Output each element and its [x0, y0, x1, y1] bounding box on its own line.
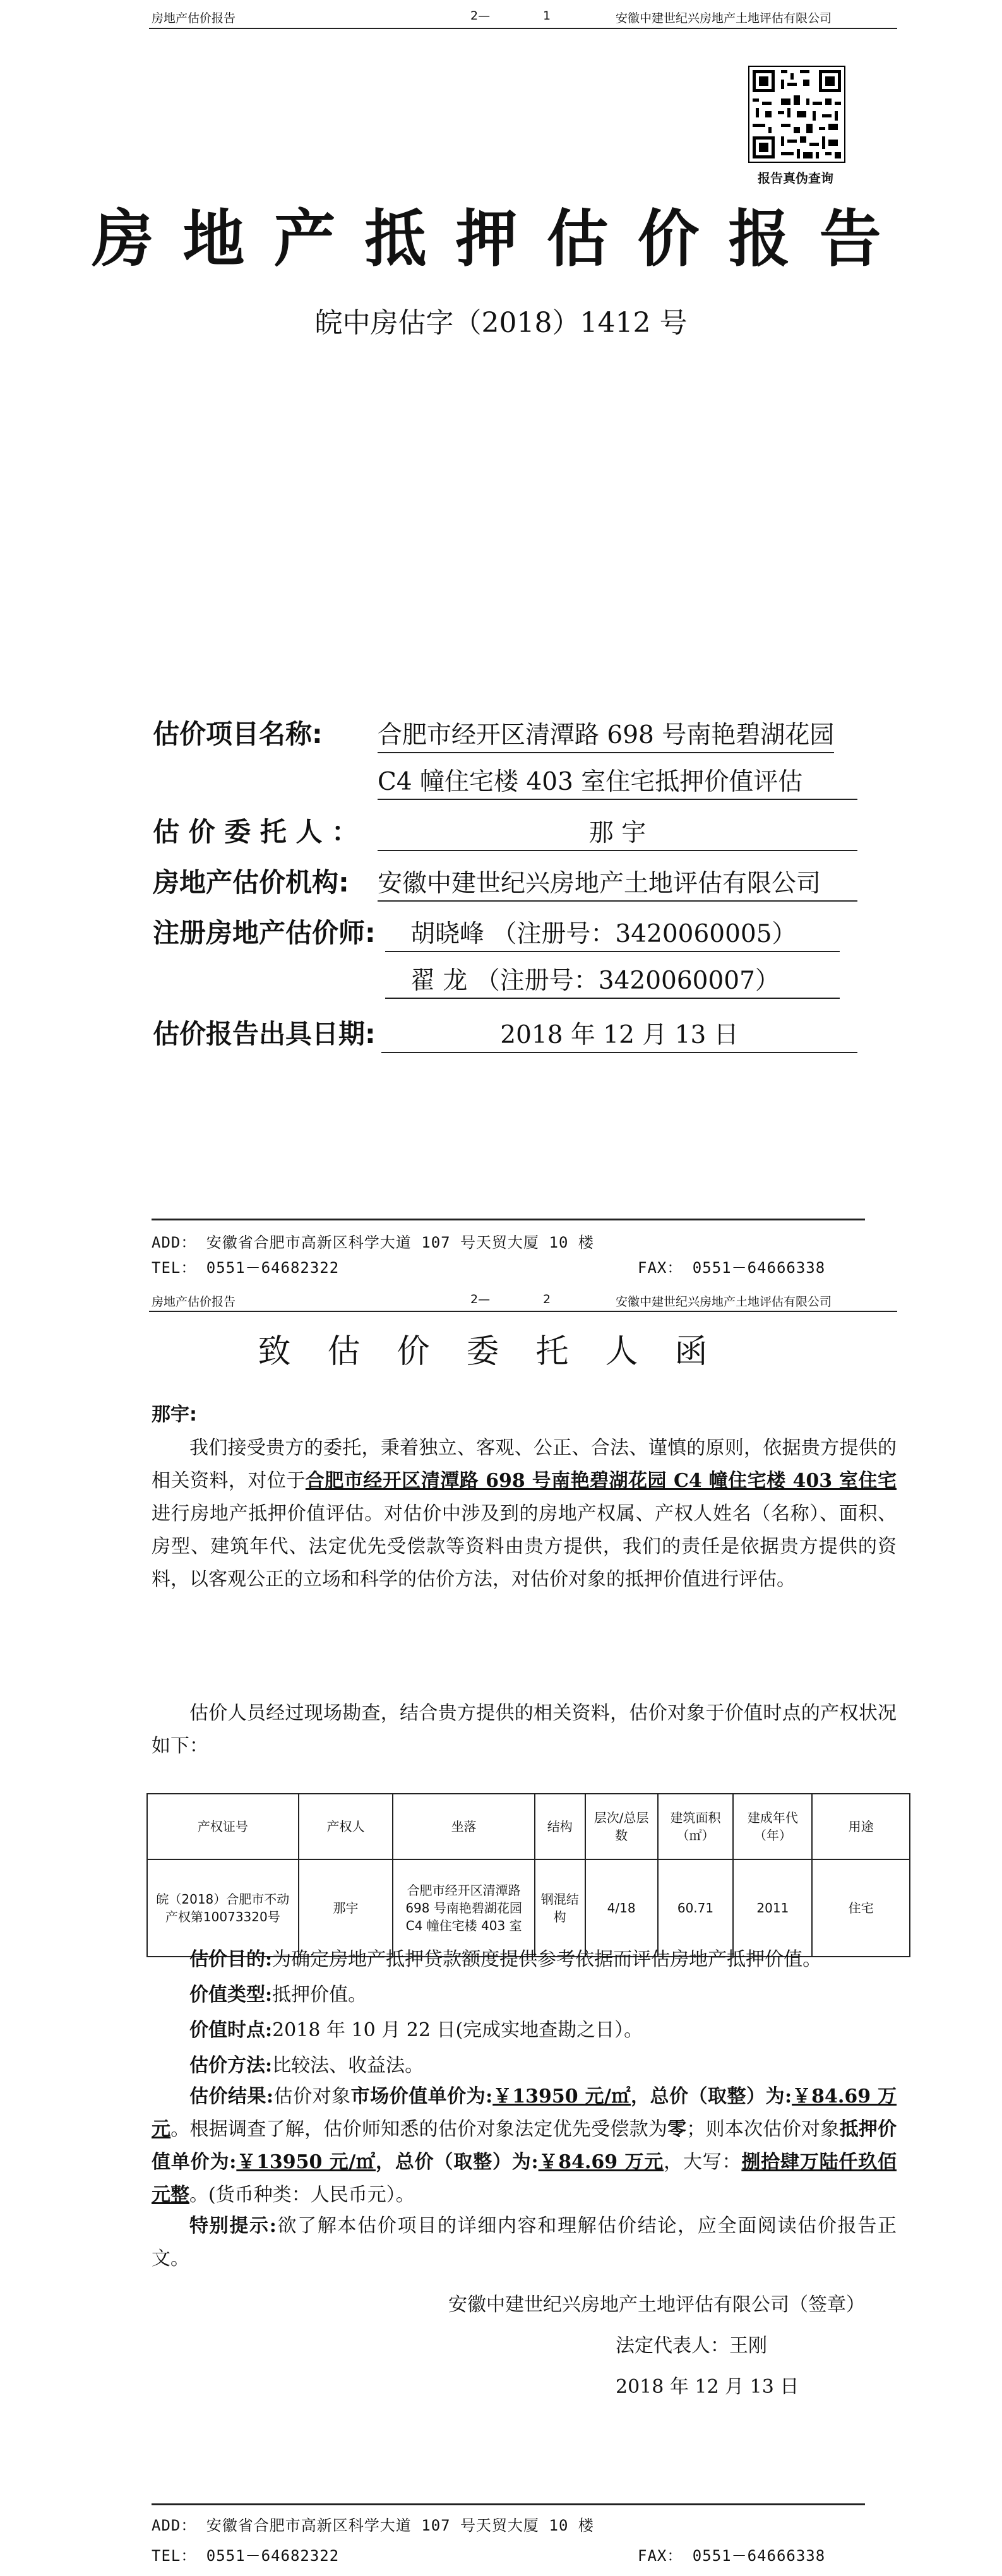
method-label: 估价方法: — [189, 2054, 273, 2077]
purpose-value: 为确定房地产抵押贷款额度提供参考依据而评估房地产抵押价值。 — [272, 1948, 822, 1971]
result-total-label: ，总价（取整）为: — [631, 2085, 792, 2108]
footer-tel: TEL： 0551－64682322 — [152, 2547, 340, 2565]
result-mortgage-unit-price: ￥13950 元/㎡ — [236, 2151, 376, 2173]
method-value: 比较法、收益法。 — [272, 2054, 424, 2077]
report-number: 皖中房估字（2018）1412 号 — [314, 307, 688, 339]
qr-code-icon[interactable] — [748, 66, 845, 163]
project-name-label: 估价项目名称: — [153, 719, 323, 749]
appraiser-2: 翟 龙 （注册号：3420060007） — [385, 961, 840, 999]
purpose-row — [189, 1943, 821, 1971]
appraiser-1: 胡晓峰 （注册号：3420060005） — [385, 914, 840, 952]
table-cell: 60.71 — [658, 1859, 734, 1957]
table-cell: 皖（2018）合肥市不动产权第10073320号 — [147, 1859, 299, 1957]
result-amount-in-words: 捌拾肆万陆仟玖佰元整 — [152, 2151, 897, 2206]
footer-rule — [152, 2503, 865, 2505]
client-label: 估 价 委 托 人 ： — [153, 816, 359, 847]
table-row — [147, 1859, 910, 1957]
result-mortgage-label: 抵押价值单价为: — [152, 2118, 897, 2173]
table-header-cell: 用途 — [812, 1794, 910, 1859]
signature-company: 安徽中建世纪兴房地产土地评估有限公司（签章） — [448, 2294, 865, 2316]
signature-date: 2018 年 12 月 13 日 — [616, 2376, 799, 2398]
header-rule — [149, 28, 897, 29]
paragraph-survey: 估价人员经过现场勘查，结合贵方提供的相关资料，估价对象于价值时点的产权状况如下： — [152, 1702, 897, 1757]
purpose-label: 估价目的: — [189, 1948, 273, 1971]
result-market-total: ￥84.69 万元 — [152, 2085, 897, 2140]
result-text: 估价对象 — [273, 2085, 351, 2108]
value-date-value: 2018 年 10 月 22 日(完成实地查勘之日）。 — [272, 2019, 643, 2041]
footer-fax: FAX： 0551－64666338 — [638, 1259, 826, 1277]
table-header-cell: 建成年代（年） — [733, 1794, 812, 1859]
footer-fax: FAX： 0551－64666338 — [638, 2547, 826, 2565]
table-header-cell: 建筑面积（㎡） — [658, 1794, 734, 1859]
para1-property-address: 合肥市经开区清潭路 698 号南艳碧湖花园 C4 幢住宅楼 403 室住宅 — [305, 1470, 897, 1492]
result-total-label: ，总价（取整）为: — [376, 2151, 539, 2173]
running-header-left: 房地产估价报告 — [152, 1295, 236, 1309]
running-header-left: 房地产估价报告 — [152, 11, 236, 25]
table-header-cell: 层次/总层数 — [585, 1794, 658, 1859]
table-header-cell: 结构 — [535, 1794, 585, 1859]
value-type-value: 抵押价值。 — [272, 1984, 367, 2006]
value-date-row — [189, 2014, 643, 2042]
result-market-unit-price: ￥13950 元/㎡ — [492, 2085, 631, 2108]
result-text: ；则本次估价对象 — [686, 2118, 840, 2140]
property-rights-table — [146, 1793, 910, 1957]
signature-representative: 法定代表人：王刚 — [616, 2335, 767, 2357]
result-paragraph — [152, 2080, 897, 2212]
result-priority-claim: 零 — [667, 2118, 687, 2140]
result-text: ，大写： — [664, 2151, 742, 2173]
result-text: 。(货币种类：人民币元）。 — [189, 2184, 415, 2206]
table-cell: 合肥市经开区清潭路 698 号南艳碧湖花园 C4 幢住宅楼 403 室 — [393, 1859, 535, 1957]
running-header-right: 安徽中建世纪兴房地产土地评估有限公司 — [616, 1295, 832, 1309]
page-number-prefix: 2— — [470, 9, 491, 23]
table-header-row — [147, 1794, 910, 1859]
report-date-value: 2018 年 12 月 13 日 — [381, 1015, 857, 1053]
agency-value: 安徽中建世纪兴房地产土地评估有限公司 — [378, 864, 857, 902]
table-cell: 住宅 — [812, 1859, 910, 1957]
qr-caption: 报告真伪查询 — [758, 170, 833, 186]
report-date-label: 估价报告出具日期: — [153, 1018, 376, 1049]
footer-address: ADD： 安徽省合肥市高新区科学大道 107 号天贸大厦 10 楼 — [152, 1234, 594, 1251]
table-cell: 钢混结构 — [535, 1859, 585, 1957]
letter-title: 致估价委托人函 — [258, 1333, 744, 1371]
result-label: 估价结果: — [189, 2085, 274, 2108]
page-number-prefix: 2— — [470, 1292, 491, 1306]
appraiser-label: 注册房地产估价师: — [153, 917, 376, 948]
table-cell: 那宇 — [299, 1859, 393, 1957]
result-market-label: 市场价值单价为: — [350, 2085, 493, 2108]
client-value: 那 宇 — [378, 813, 857, 851]
value-date-label: 价值时点: — [189, 2019, 273, 2041]
report-title: 房地产抵押估价报告 — [92, 203, 910, 275]
page-number: 1 — [543, 9, 551, 23]
project-name-line-1: 合肥市经开区清潭路 698 号南艳碧湖花园 — [378, 715, 834, 753]
page-number: 2 — [543, 1292, 551, 1306]
result-text: 。根据调查了解，估价师知悉的估价对象法定优先受偿款为 — [170, 2118, 668, 2140]
agency-label: 房地产估价机构: — [153, 867, 349, 898]
para1-text-b: 进行房地产抵押价值评估。对估价中涉及到的房地产权属、产权人姓名（名称）、面积、房型、建筑年代、法定优先受偿款等资料由贵方提供，我们的责任是依据贵方提供的资料，以客观公正的立场和科学的估价方法，对估价对象的抵押价值进行评估。 — [152, 1503, 897, 1590]
result-mortgage-total: ￥84.69 万元 — [538, 2151, 664, 2173]
footer-tel: TEL： 0551－64682322 — [152, 1259, 340, 1277]
table-cell: 4/18 — [585, 1859, 658, 1957]
table-header-cell: 产权人 — [299, 1794, 393, 1859]
table-header-cell: 产权证号 — [147, 1794, 299, 1859]
header-rule — [149, 1311, 897, 1312]
footer-address: ADD： 安徽省合肥市高新区科学大道 107 号天贸大厦 10 楼 — [152, 2517, 594, 2534]
paragraph-commission — [152, 1432, 897, 1596]
running-header-right: 安徽中建世纪兴房地产土地评估有限公司 — [616, 11, 832, 25]
value-type-row — [189, 1979, 367, 2007]
special-note — [152, 2210, 897, 2275]
para1-text-a: 我们接受贵方的委托，秉着独立、客观、公正、合法、谨慎的原则，依据贵方提供的相关资料，对位于 — [152, 1437, 897, 1492]
table-header-cell: 坐落 — [393, 1794, 535, 1859]
special-note-text: 欲了解本估价项目的详细内容和理解估价结论，应全面阅读估价报告正文。 — [152, 2215, 897, 2270]
value-type-label: 价值类型: — [189, 1984, 273, 2006]
table-cell: 2011 — [733, 1859, 812, 1957]
special-note-label: 特别提示: — [189, 2215, 277, 2237]
footer-rule — [152, 1219, 865, 1220]
project-name-line-2: C4 幢住宅楼 403 室住宅抵押价值评估 — [378, 762, 857, 800]
salutation: 那宇: — [152, 1404, 197, 1426]
method-row — [189, 2049, 424, 2077]
